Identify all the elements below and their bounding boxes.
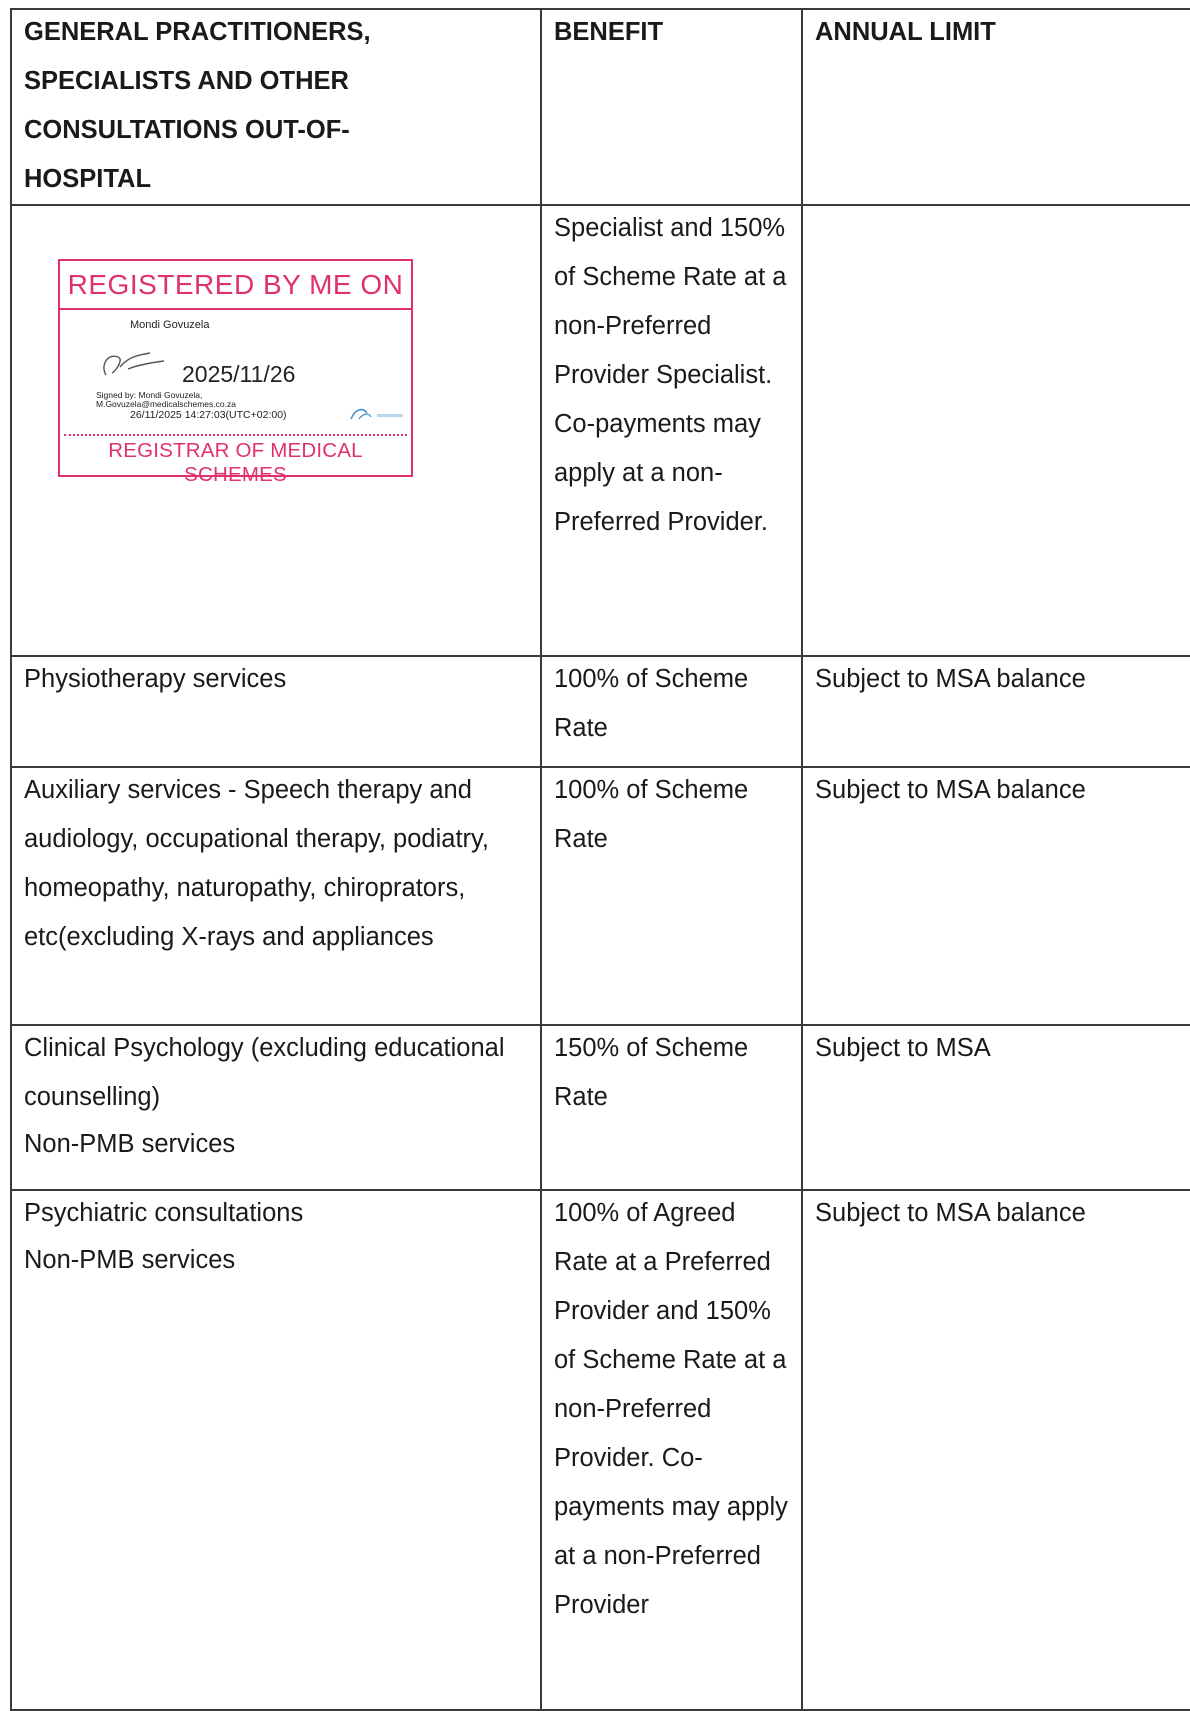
flow-logo-icon xyxy=(347,405,407,423)
stamp-divider xyxy=(64,434,407,436)
stamp-title: REGISTERED BY ME ON xyxy=(60,261,411,310)
service-cell: Psychiatric consultations Non-PMB services xyxy=(11,1190,541,1710)
service-cell: Clinical Psychology (excluding educational counselling) Non-PMB services xyxy=(11,1025,541,1190)
service-note: Non-PMB services xyxy=(24,1246,236,1274)
benefit-cell: 150% of Scheme Rate xyxy=(541,1025,802,1190)
benefit-cell: 100% of Scheme Rate xyxy=(541,767,802,1025)
limit-cell: Subject to MSA balance xyxy=(802,656,1190,767)
benefit-cell: Specialist and 150% of Scheme Rate at a non-Preferred Provider Specialist. Co-payments may apply at a non-Preferred Provider. xyxy=(541,205,802,656)
service-cell: Auxiliary services - Speech therapy and audiology, occupational therapy, podiatry, homeopathy, naturopathy, chiroprators, etc(excluding X-rays and appliances xyxy=(11,767,541,1025)
service-note: Non-PMB services xyxy=(24,1130,236,1158)
table-row xyxy=(11,656,1190,767)
limit-cell: Subject to MSA balance xyxy=(802,767,1190,1025)
table-row xyxy=(11,1190,1190,1710)
table-row xyxy=(11,1025,1190,1190)
service-cell: Physiotherapy services xyxy=(11,656,541,767)
table-header-row xyxy=(11,9,1190,205)
registration-stamp xyxy=(58,259,413,486)
benefit-cell: 100% of Scheme Rate xyxy=(541,656,802,767)
benefit-cell: 100% of Agreed Rate at a Preferred Provider and 150% of Scheme Rate at a non-Preferred Provider. Co-payments may apply at a non-Preferred Provider xyxy=(541,1190,802,1710)
signature-image xyxy=(98,347,168,383)
limit-cell: Subject to MSA balance xyxy=(802,1190,1190,1710)
table-row xyxy=(11,767,1190,1025)
limit-cell: Subject to MSA xyxy=(802,1025,1190,1190)
stamp-timestamp: 26/11/2025 14:27:03(UTC+02:00) xyxy=(130,409,287,421)
stamp-date: 2025/11/26 xyxy=(182,361,296,387)
header-annual-limit: ANNUAL LIMIT xyxy=(802,9,1190,205)
header-service: GENERAL PRACTITIONERS, SPECIALISTS AND OTHER CONSULTATIONS OUT-OF-HOSPITAL xyxy=(11,9,541,205)
limit-cell xyxy=(802,205,1190,656)
stamp-footer: REGISTRAR OF MEDICAL SCHEMES xyxy=(108,439,363,486)
stamp-signed-by: Signed by: Mondi Govuzela, M.Govuzela@medicalschemes.co.za xyxy=(96,390,236,409)
stamp-signer-name: Mondi Govuzela xyxy=(130,319,210,331)
header-benefit: BENEFIT xyxy=(541,9,802,205)
